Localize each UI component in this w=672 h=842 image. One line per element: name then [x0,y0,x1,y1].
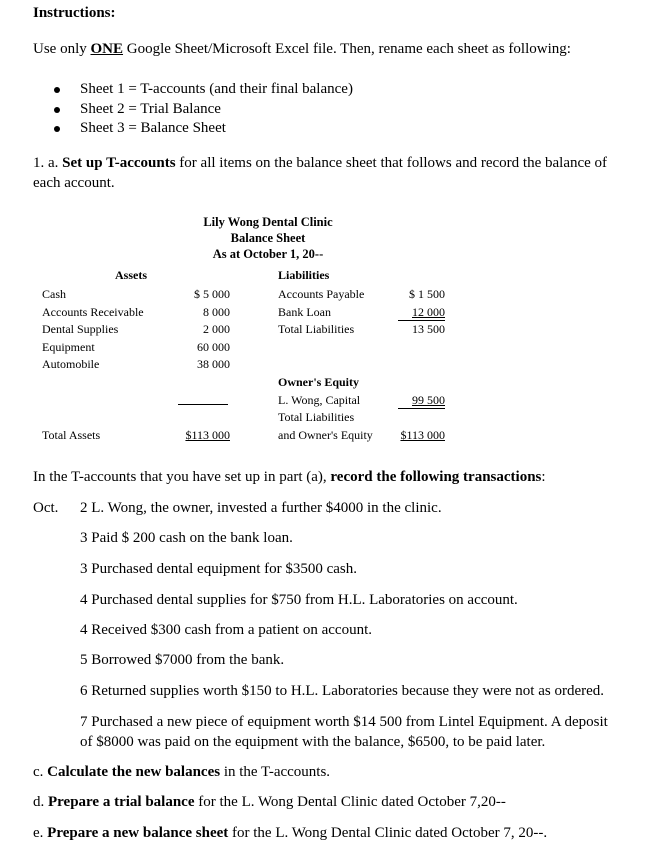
transaction-item: 6 Returned supplies worth $150 to H.L. Laboratories because they were not as ordered. [80,683,605,699]
total-liab-equity-label-2: and Owner's Equity [278,428,373,442]
liability-name: Accounts Payable [278,287,365,301]
instructions-line-one: ONE [90,41,124,57]
part-a-prefix: 1. a. [33,155,63,171]
part-c-bold: Calculate the new balances [47,764,221,780]
transaction-item: 3 Paid $ 200 cash on the bank loan. [80,530,293,546]
part-e-prefix: e. [33,825,48,841]
instructions-line-post: Google Sheet/Microsoft Excel file. Then, rename each sheet as following: [123,41,571,57]
balance-sheet-date: As at October 1, 20-- [212,247,324,261]
transaction-item: 3 Purchased dental equipment for $3500 cash. [80,561,358,577]
sheet-list-item [54,119,353,139]
part-e-rest: for the L. Wong Dental Clinic dated October 7, 20--. [228,825,548,841]
part-d-bold: Prepare a trial balance [48,794,195,810]
asset-amount: 60 000 [197,340,230,354]
part-e [33,825,547,842]
transaction-item: 5 Borrowed $7000 from the bank. [80,652,285,668]
liability-amount: 12 000 [412,305,445,319]
part-c [33,764,330,781]
asset-name: Automobile [42,357,100,371]
asset-name: Dental Supplies [42,322,119,336]
part-a-line-2: each account. [33,175,115,191]
liability-name: Bank Loan [278,305,331,319]
transactions-month: Oct. [33,500,59,516]
asset-amount: 8 000 [203,305,230,319]
asset-name: Accounts Receivable [42,305,144,319]
transaction-item: 7 Purchased a new piece of equipment worth $14 500 from Lintel Equipment. A deposit [80,714,608,730]
capital-underline [398,408,445,409]
part-c-prefix: c. [33,764,48,780]
part-d-rest: for the L. Wong Dental Clinic dated October 7,20-- [194,794,506,810]
transactions-intro-post: : [541,469,546,485]
part-d-prefix: d. [33,794,48,810]
equity-heading: Owner's Equity [278,375,360,389]
liability-underline [398,320,445,321]
total-assets-amount: $113 000 [185,428,230,442]
transaction-item: 4 Purchased dental supplies for $750 from H.L. Laboratories on account. [80,592,518,608]
transaction-item-continued: of $8000 was paid on the equipment with the balance, $6500, to be paid later. [80,734,546,750]
asset-amount: $ 5 000 [194,287,230,301]
bullet-icon [54,87,60,93]
assets-subtotal-rule [178,404,228,405]
total-liab-equity-amount: $113 000 [400,428,445,442]
bullet-icon [54,107,60,113]
part-d [33,794,506,811]
sheet-list [54,80,353,139]
total-assets-label: Total Assets [42,428,101,442]
sheet-list-item [54,100,353,120]
part-a-bold: Set up T-accounts [62,155,176,171]
balance-sheet-subtitle: Balance Sheet [230,231,306,245]
liabilities-heading: Liabilities [278,268,330,282]
transactions-intro-bold: record the following transactions [330,469,542,485]
instructions-heading: Instructions: [33,5,116,21]
part-a-line-1 [33,155,607,172]
instructions-line-pre: Use only [33,41,91,57]
part-e-bold: Prepare a new balance sheet [47,825,229,841]
total-liab-equity-label-1: Total Liabilities [278,410,355,424]
liability-amount: $ 1 500 [409,287,445,301]
asset-amount: 38 000 [197,357,230,371]
transactions-intro [33,469,546,486]
sheet-1-label: Sheet 1 = T-accounts (and their final balance) [80,81,353,97]
transaction-item: 2 L. Wong, the owner, invested a further $4000 in the clinic. [80,500,442,516]
sheet-3-label: Sheet 3 = Balance Sheet [80,120,226,136]
sheet-2-label: Sheet 2 = Trial Balance [80,100,221,117]
asset-amount: 2 000 [203,322,230,336]
instructions-line [33,41,571,58]
sheet-list-item [54,80,353,100]
asset-name: Cash [42,287,66,301]
liability-name: Total Liabilities [278,322,355,336]
transactions-intro-pre: In the T-accounts that you have set up in part (a), [33,469,331,485]
balance-sheet-title: Lily Wong Dental Clinic [203,215,333,229]
capital-amount: 99 500 [412,393,445,407]
capital-name: L. Wong, Capital [278,393,361,407]
part-a-rest: for all items on the balance sheet that follows and record the balance of [175,155,608,171]
transaction-item: 4 Received $300 cash from a patient on account. [80,622,372,638]
asset-name: Equipment [42,340,95,354]
bullet-icon [54,126,60,132]
part-c-rest: in the T-accounts. [220,764,331,780]
liability-amount: 13 500 [412,322,445,336]
assets-heading: Assets [115,268,147,282]
